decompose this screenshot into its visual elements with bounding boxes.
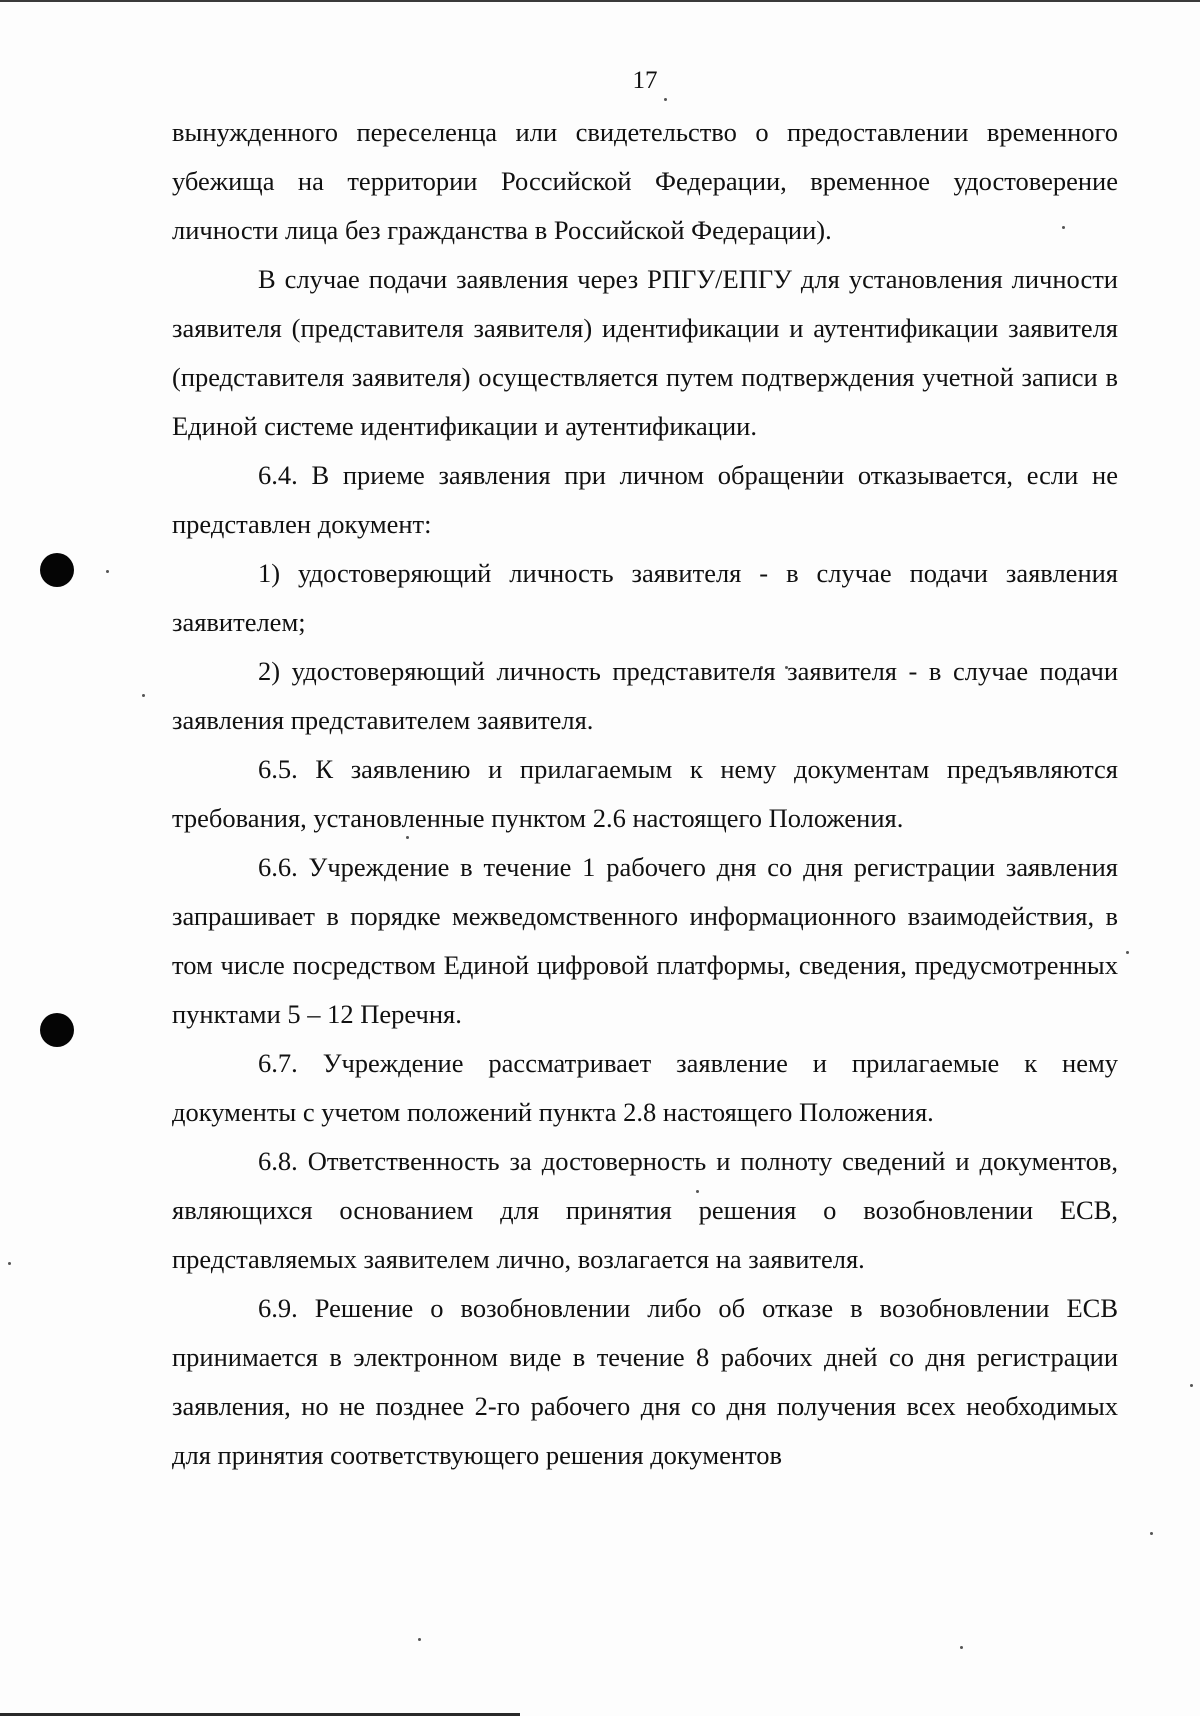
- scan-speck: [1150, 1532, 1153, 1535]
- paragraph-6-8: 6.8. Ответственность за достоверность и полноту сведений и документов, являющихся основанием для принятия решения о возобновлении ЕСВ, представляемых заявителем лично, возлагается на заявителя.: [172, 1146, 1118, 1274]
- top-scan-edge: [0, 0, 1200, 2]
- paragraph-identification: В случае подачи заявления через РПГУ/ЕПГУ для установления личности заявителя (представителя заявителя) идентификации и аутентификации заявителя (представителя заявителя) осуществляется путем подтверждения учетной записи в Единой системе идентификации и аутентификации.: [172, 264, 1118, 441]
- scan-speck: [418, 1638, 421, 1641]
- paragraph-6-5: 6.5. К заявлению и прилагаемым к нему документам предъявляются требования, установленные пунктом 2.6 настоящего Положения.: [172, 754, 1118, 833]
- paragraph-6-7: 6.7. Учреждение рассматривает заявление и прилагаемые к нему документы с учетом положений пункта 2.8 настоящего Положения.: [172, 1048, 1118, 1127]
- list-item-2: 2) удостоверяющий личность представителя заявителя - в случае подачи заявления представителем заявителя.: [172, 656, 1118, 735]
- scan-speck: [8, 1262, 11, 1265]
- scan-speck: [664, 98, 667, 101]
- scan-speck: [142, 694, 145, 697]
- scan-speck: [106, 570, 109, 573]
- document-body: [172, 108, 1118, 1480]
- paragraph-6-9: 6.9. Решение о возобновлении либо об отказе в возобновлении ЕСВ принимается в электронном виде в течение 8 рабочих дней со дня регистрации заявления, но не позднее 2-го рабочего дня со дня получения всех необходимых для принятия соответствующего решения документов: [172, 1293, 1118, 1470]
- scan-speck: [1126, 951, 1129, 954]
- punch-hole-mark: [40, 553, 74, 587]
- list-item-1: 1) удостоверяющий личность заявителя - в случае подачи заявления заявителем;: [172, 558, 1118, 637]
- punch-hole-mark: [40, 1013, 74, 1047]
- paragraph-continuation: вынужденного переселенца или свидетельство о предоставлении временного убежища на территории Российской Федерации, временное удостоверение личности лица без гражданства в Российской Федерации).: [172, 117, 1118, 245]
- paragraph-6-4: 6.4. В приеме заявления при личном обращении отказывается, если не представлен документ:: [172, 460, 1118, 539]
- scan-speck: [960, 1646, 963, 1649]
- page-number: 17: [632, 67, 658, 94]
- paragraph-6-6: 6.6. Учреждение в течение 1 рабочего дня со дня регистрации заявления запрашивает в порядке межведомственного информационного взаимодействия, в том числе посредством Единой цифровой платформы, сведения, предусмотренных пунктами 5 – 12 Перечня.: [172, 852, 1118, 1029]
- scan-speck: [1190, 1384, 1193, 1387]
